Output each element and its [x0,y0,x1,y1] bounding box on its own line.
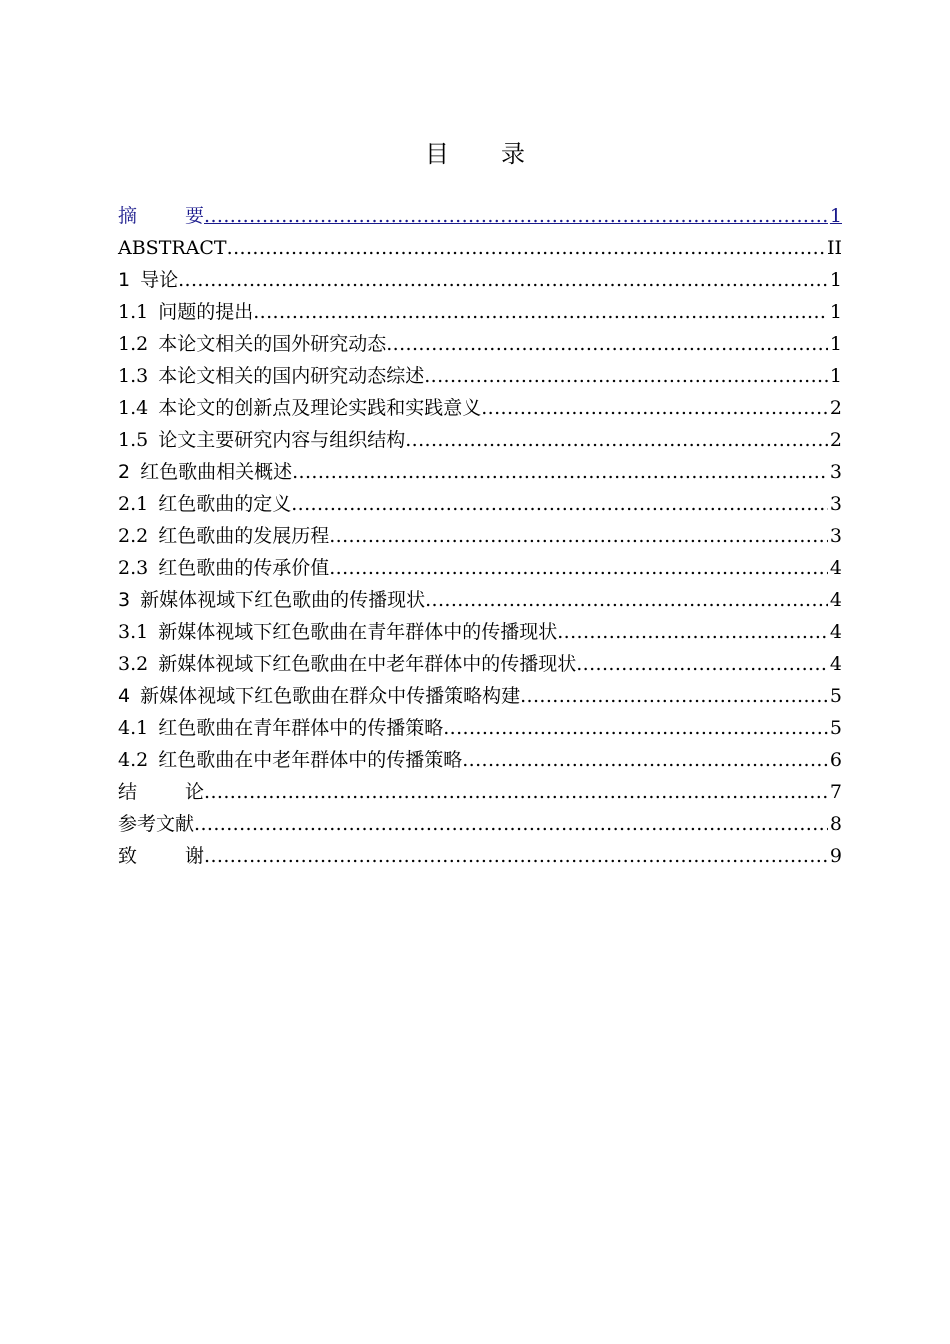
toc-entry-number: 2 [118,461,131,483]
toc-entry-label: 本论文的创新点及理论实践和实践意义 [158,397,482,419]
toc-entry-number: 1.1 [118,301,149,323]
toc-dot-leader [462,744,828,776]
toc-page-number: 4 [829,653,842,675]
toc-entry-label: 导论 [140,269,179,291]
toc-entry-label: 本论文相关的国内研究动态综述 [158,365,425,387]
toc-label-char: 结 [118,781,138,803]
toc-label-char: 谢 [185,845,205,867]
toc-dot-leader [424,360,828,392]
toc-label-char: 论 [185,781,205,803]
page-title [0,138,950,170]
toc-entry-label: 论文主要研究内容与组织结构 [158,429,406,451]
toc-dot-leader [405,424,828,456]
toc-entry [118,840,842,872]
toc-dot-leader [557,616,828,648]
toc-entry-number: 1.5 [118,429,149,451]
toc-entry-number: 4.1 [118,717,149,739]
toc-entry-number: 1.4 [118,397,149,419]
toc-dot-leader [443,712,828,744]
toc-dot-leader [253,296,828,328]
page-title-char-2: 录 [501,140,525,168]
toc-dot-leader [576,648,828,680]
toc-entry-label: 问题的提出 [158,301,254,323]
toc-dot-leader [204,776,828,808]
toc-page-number: 1 [829,365,842,387]
toc-page-number: 9 [829,845,842,867]
toc-entry [118,264,842,296]
toc-entry-label: 新媒体视域下红色歌曲在中老年群体中的传播现状 [158,653,577,675]
toc-page-number: 1 [829,333,842,355]
toc-dot-leader [425,584,828,616]
toc-entry [118,424,842,456]
toc-entry-label: 新媒体视域下红色歌曲的传播现状 [140,589,426,611]
toc-entry [118,776,842,808]
toc-page-number: 2 [829,429,842,451]
toc-dot-leader [194,808,828,840]
toc-entry-number: 3 [118,589,131,611]
toc-dot-leader [481,392,828,424]
toc-label-char: 摘 [118,205,138,227]
toc-entry [118,360,842,392]
toc-entry-label [118,840,204,872]
toc-page-number: 1 [829,269,842,291]
toc-entry-label: ABSTRACT [118,237,227,259]
toc-entry-number: 1.3 [118,365,149,387]
toc-page-number: 3 [829,461,842,483]
toc-entry [118,680,842,712]
toc-entry-label: 红色歌曲在青年群体中的传播策略 [158,717,444,739]
toc-entry-number: 4.2 [118,749,149,771]
page-title-char-1: 目 [425,140,449,168]
toc-dot-leader [329,552,828,584]
toc-entry [118,232,842,264]
toc-entry [118,616,842,648]
toc-entry-label: 红色歌曲的定义 [158,493,292,515]
toc-entry[interactable] [118,200,842,232]
toc-dot-leader [204,840,828,872]
toc-entry-label: 红色歌曲相关概述 [140,461,293,483]
toc-page-number: 1 [829,301,842,323]
toc-entry [118,296,842,328]
toc-entry-number: 2.1 [118,493,149,515]
toc-page-number: 3 [829,493,842,515]
toc-page-number: 6 [829,749,842,771]
toc-dot-leader [204,200,828,232]
toc-dot-leader [386,328,828,360]
toc-entry-label: 本论文相关的国外研究动态 [158,333,387,355]
toc-page-number: 4 [829,589,842,611]
toc-dot-leader [227,232,825,264]
toc-entry [118,712,842,744]
toc-entry-label: 红色歌曲的传承价值 [158,557,330,579]
toc-entry [118,456,842,488]
toc-entry [118,520,842,552]
toc-entry-number: 1.2 [118,333,149,355]
toc-entry [118,488,842,520]
toc-entry-label: 新媒体视域下红色歌曲在群众中传播策略构建 [140,685,521,707]
toc-entry [118,552,842,584]
toc-dot-leader [520,680,828,712]
toc-entry-number: 2.2 [118,525,149,547]
toc-entry-number: 4 [118,685,131,707]
toc-entry-label: 红色歌曲在中老年群体中的传播策略 [158,749,463,771]
toc-entry [118,584,842,616]
toc-entry [118,744,842,776]
toc-entry [118,392,842,424]
toc-entry-number: 3.1 [118,621,149,643]
toc-page-number: 4 [829,557,842,579]
toc-dot-leader [178,264,828,296]
toc-page-number: 7 [829,781,842,803]
toc-page-number: 4 [829,621,842,643]
toc-entry-label: 新媒体视域下红色歌曲在青年群体中的传播现状 [158,621,558,643]
table-of-contents [118,200,842,872]
toc-entry-label: 红色歌曲的发展历程 [158,525,330,547]
toc-entry-label [118,200,204,232]
toc-entry [118,328,842,360]
toc-entry-label: 参考文献 [118,813,195,835]
toc-entry-number: 1 [118,269,131,291]
toc-label-char: 致 [118,845,138,867]
toc-page-number: 3 [829,525,842,547]
toc-entry [118,648,842,680]
toc-label-char: 要 [185,205,205,227]
toc-entry-label [118,776,204,808]
toc-page-number: 1 [829,205,842,227]
toc-page-number: 2 [829,397,842,419]
toc-dot-leader [329,520,828,552]
toc-page-number: II [826,237,842,259]
toc-dot-leader [292,456,828,488]
toc-entry-number: 3.2 [118,653,149,675]
toc-entry-number: 2.3 [118,557,149,579]
toc-entry [118,808,842,840]
toc-page-number: 5 [829,685,842,707]
toc-page-number: 5 [829,717,842,739]
toc-dot-leader [291,488,828,520]
toc-page-number: 8 [829,813,842,835]
